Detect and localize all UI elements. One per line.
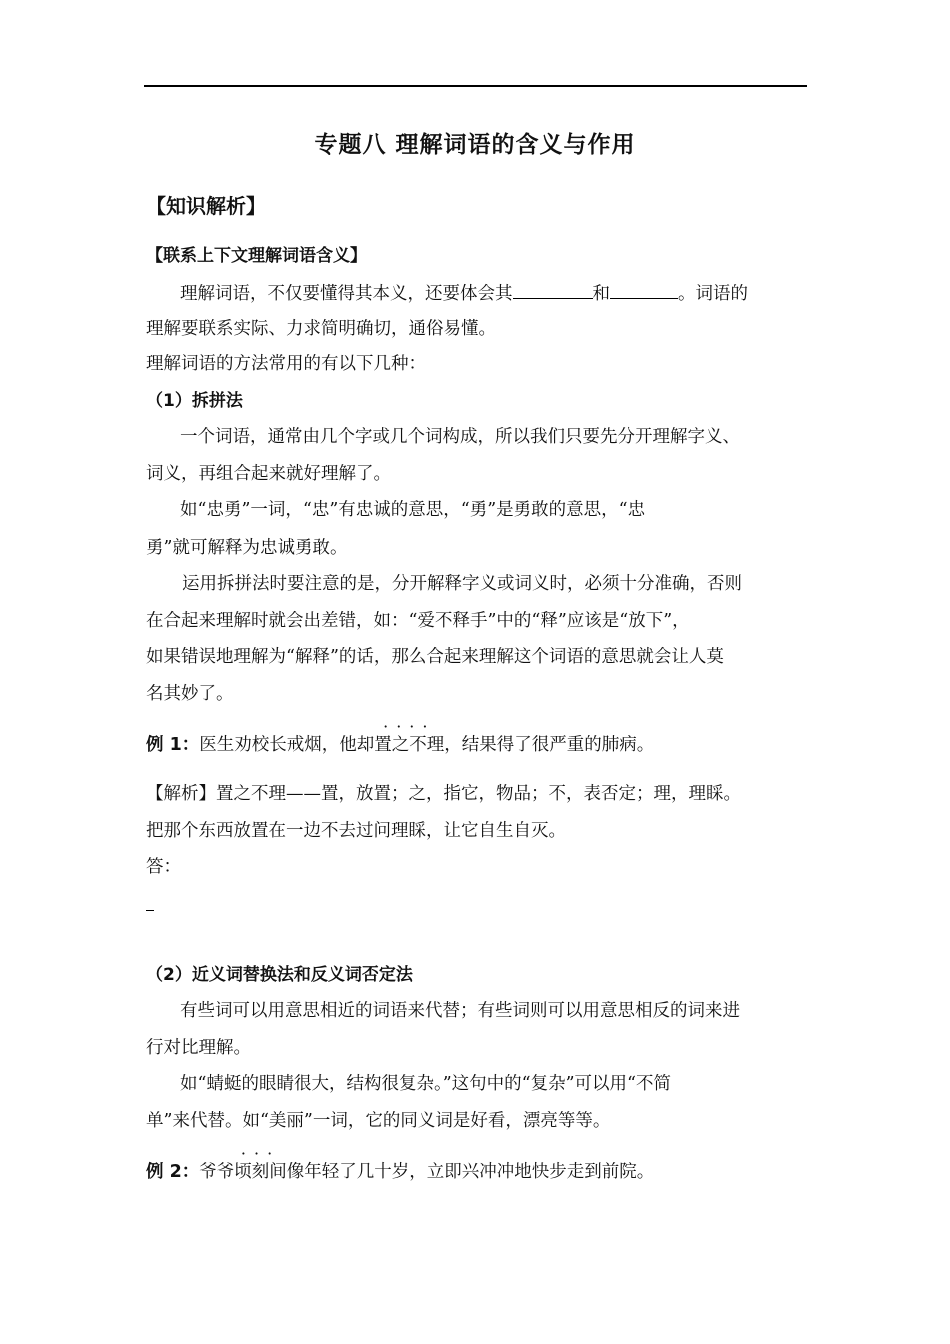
- example2-emph-text: 顷刻间: [234, 1162, 287, 1182]
- fill-blank-2[interactable]: [610, 280, 678, 299]
- method1-p3-line3: 如果错误地理解为“解释”的话，那么合起来理解这个词语的意思就会让人莫: [146, 647, 724, 667]
- example1-sentence: [146, 717, 655, 757]
- example2-emphasis: [234, 1144, 287, 1182]
- example1-emph-text: 置之不理: [374, 735, 445, 755]
- fill-blank-1[interactable]: [513, 280, 593, 299]
- example2-label: 例 2：: [146, 1162, 200, 1182]
- method1-p3-line4: 名其妙了。: [146, 684, 234, 704]
- method1-p3-line1: 运用拆拼法时要注意的是，分开解释字义或词义时，必须十分准确，否则: [182, 574, 742, 594]
- method1-p2-line2: 勇”就可解释为忠诚勇敢。: [146, 538, 348, 558]
- intro-text-1: 理解词语，不仅要懂得其本义，还要体会其: [180, 284, 513, 304]
- example1-answer-label: 答：: [146, 857, 181, 877]
- subheading: 【联系上下文理解词语含义】: [146, 246, 367, 266]
- example1-analysis-line2: 把那个东西放置在一边不去过问理睬，让它自生自灭。: [146, 821, 566, 841]
- method1-p2-line1: 如“忠勇”一词，“忠”有忠诚的意思，“勇”是勇敢的意思，“忠: [180, 500, 646, 520]
- emphasis-dots: ···: [240, 1144, 281, 1163]
- intro-text-2: 和: [592, 284, 610, 304]
- example2-sentence: [146, 1144, 655, 1184]
- example1-before: 医生劝校长戒烟，他却: [199, 735, 375, 755]
- header-rule: [144, 85, 807, 87]
- method1-p1-line2: 词义，再组合起来就好理解了。: [146, 464, 391, 484]
- example1-after: ，结果得了很严重的肺病。: [444, 735, 655, 755]
- method2-heading: （2）近义词替换法和反义词否定法: [146, 965, 413, 985]
- example1-analysis-line1: 【解析】置之不理——置，放置；之，指它，物品；不，表否定；理，理睬。: [146, 784, 741, 804]
- method1-p1-line1: 一个词语，通常由几个字或几个词构成，所以我们只要先分开理解字义、: [180, 427, 740, 447]
- intro-text-3: 。词语的: [678, 284, 748, 304]
- method2-p1-line2: 行对比理解。: [146, 1038, 251, 1058]
- example2-after: 像年轻了几十岁，立即兴冲冲地快步走到前院。: [286, 1162, 655, 1182]
- answer-blank[interactable]: [146, 910, 154, 911]
- method2-p2-line2: 单”来代替。如“美丽”一词，它的同义词是好看，漂亮等等。: [146, 1111, 611, 1131]
- method2-p1-line1: 有些词可以用意思相近的词语来代替；有些词则可以用意思相反的词来进: [180, 1001, 740, 1021]
- intro-line-1: [146, 280, 748, 306]
- methods-intro: 理解词语的方法常用的有以下几种：: [146, 354, 426, 374]
- method2-p2-line1: 如“蜻蜓的眼睛很大，结构很复杂。”这句中的“复杂”可以用“不简: [180, 1074, 671, 1094]
- emphasis-dots: ····: [383, 717, 436, 736]
- example1-emphasis: [374, 717, 445, 755]
- example2-before: 爷爷: [199, 1162, 235, 1182]
- page-title: 专题八 理解词语的含义与作用: [314, 132, 636, 158]
- example1-label: 例 1：: [146, 735, 200, 755]
- section-heading: 【知识解析】: [146, 194, 266, 218]
- method1-p3-line2: 在合起来理解时就会出差错，如：“爱不释手”中的“释”应该是“放下”，: [146, 611, 690, 631]
- method1-heading: （1）拆拼法: [146, 391, 243, 411]
- intro-line-2: 理解要联系实际、力求简明确切，通俗易懂。: [146, 319, 496, 339]
